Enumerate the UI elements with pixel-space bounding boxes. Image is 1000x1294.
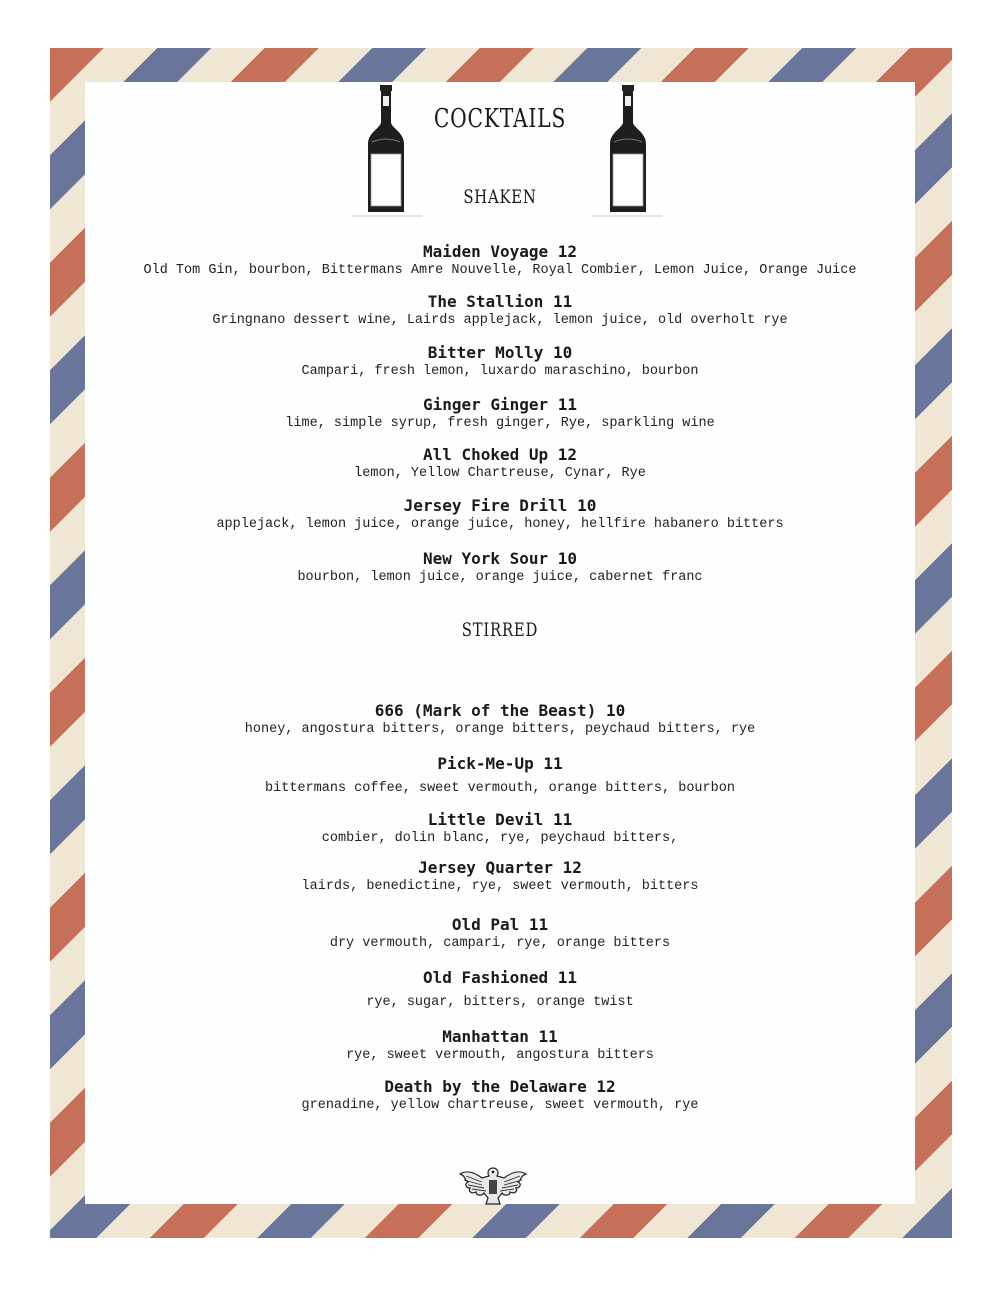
item-description: lairds, benedictine, rye, sweet vermouth, bitters [301, 879, 699, 894]
item-name: Jersey Fire Drill 10 [403, 496, 597, 515]
menu-title: COCKTAILS [433, 104, 567, 134]
eagle-icon [458, 1160, 528, 1206]
menu-item [0, 496, 1000, 534]
section-title-stirred: STIRRED [461, 619, 539, 641]
section-title-shaken: SHAKEN [463, 186, 537, 208]
item-description: combier, dolin blanc, rye, peychaud bitters, [321, 831, 679, 846]
item-description: grenadine, yellow chartreuse, sweet vermouth, rye [301, 1098, 699, 1113]
item-description: rye, sweet vermouth, angostura bitters [346, 1048, 654, 1063]
item-name: Jersey Quarter 12 [418, 858, 582, 877]
item-name: Pick-Me-Up 11 [437, 754, 563, 773]
item-name: Old Pal 11 [451, 915, 549, 934]
menu-item [0, 754, 1000, 798]
menu-item [0, 395, 1000, 433]
menu-item [0, 1077, 1000, 1115]
menu-item [0, 549, 1000, 587]
menu-item [0, 242, 1000, 280]
item-name: Old Fashioned 11 [422, 968, 578, 987]
menu-item [0, 858, 1000, 896]
item-description: bourbon, lemon juice, orange juice, cabernet franc [297, 570, 703, 585]
menu-item [0, 810, 1000, 848]
item-name: New York Sour 10 [422, 549, 578, 568]
item-description: Campari, fresh lemon, luxardo maraschino, bourbon [301, 364, 699, 379]
item-name: All Choked Up 12 [422, 445, 578, 464]
item-description: bittermans coffee, sweet vermouth, orange bitters, bourbon [265, 781, 735, 796]
item-description: honey, angostura bitters, orange bitters, peychaud bitters, rye [244, 722, 756, 737]
item-description: lime, simple syrup, fresh ginger, Rye, sparkling wine [285, 416, 715, 431]
menu-item [0, 292, 1000, 330]
item-description: rye, sugar, bitters, orange twist [366, 995, 634, 1010]
item-name: Maiden Voyage 12 [422, 242, 578, 261]
item-name: Bitter Molly 10 [427, 343, 573, 362]
item-name: Little Devil 11 [427, 810, 573, 829]
item-name: Death by the Delaware 12 [384, 1077, 616, 1096]
item-description: dry vermouth, campari, rye, orange bitters [329, 936, 671, 951]
item-name: 666 (Mark of the Beast) 10 [374, 701, 626, 720]
item-name: Manhattan 11 [442, 1027, 558, 1046]
menu-item [0, 343, 1000, 381]
menu-item [0, 968, 1000, 1012]
item-description: Old Tom Gin, bourbon, Bittermans Amre Nouvelle, Royal Combier, Lemon Juice, Orange Juice [143, 263, 857, 278]
menu-item [0, 701, 1000, 739]
menu-item [0, 445, 1000, 483]
item-description: applejack, lemon juice, orange juice, honey, hellfire habanero bitters [216, 517, 784, 532]
item-description: lemon, Yellow Chartreuse, Cynar, Rye [354, 466, 646, 481]
item-name: The Stallion 11 [427, 292, 573, 311]
item-description: Gringnano dessert wine, Lairds applejack, lemon juice, old overholt rye [212, 313, 788, 328]
item-name: Ginger Ginger 11 [422, 395, 578, 414]
menu-item [0, 1027, 1000, 1065]
menu-item [0, 915, 1000, 953]
